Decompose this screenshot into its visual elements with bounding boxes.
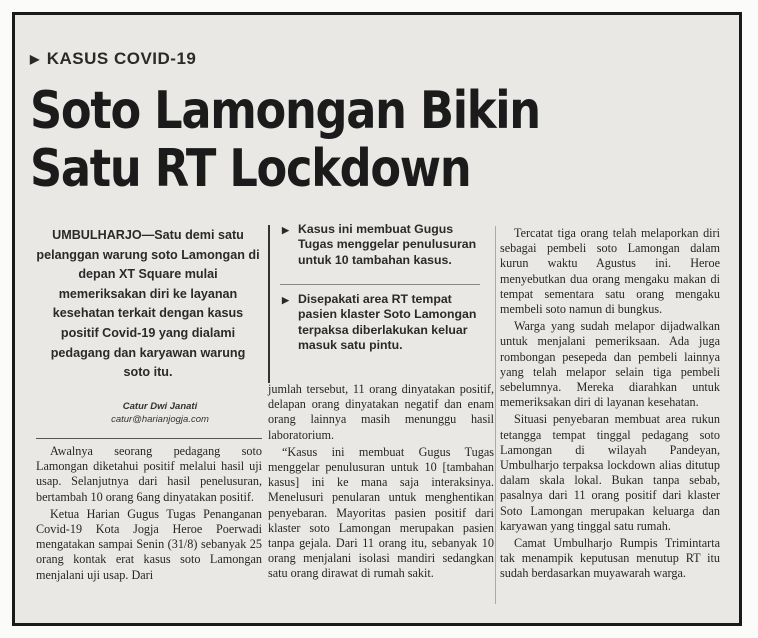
- column-divider: [495, 226, 496, 604]
- pull-quote-1-text: Kasus ini membuat Gugus Tugas menggelar penulusuran untuk 10 tambahan kasus.: [298, 222, 477, 267]
- byline-divider: [36, 438, 262, 439]
- pull-quote-1: [268, 222, 490, 268]
- column-3-paragraph-1: Tercatat tiga orang telah melaporkan diri sebagai pembeli soto Lamongan dalam kurun waktu Agustus ini. Heroe menyebutkan dua orang mengaku makan di tempat sementara satu orang mengaku membeli soto namun di bungkus.: [500, 226, 720, 317]
- headline-line-1: Soto Lamongan Bikin: [30, 81, 540, 141]
- lead-paragraph: [36, 226, 260, 383]
- pull-quote-2-text: Disepakati area RT tempat pasien klaster Soto Lamongan terpaksa diberlakukan keluar masuk satu pintu.: [298, 292, 477, 353]
- pull-quote-2: [268, 292, 490, 354]
- lead-text: —Satu demi satu pelanggan warung soto Lamongan di depan XT Square mulai memeriksakan diri ke layanan kesehatan terkait dengan kasus positif Covid-19 yang dialami pedagang dan karyawan warung soto itu.: [36, 228, 260, 380]
- triangle-bullet-icon: ▶: [282, 295, 289, 305]
- article-column-1: [36, 444, 262, 585]
- column-3-paragraph-4: Camat Umbulharjo Rumpis Trimintarta tak menampik keputusan menutup RT itu sudah berdasarkan muyawarah warga.: [500, 536, 720, 581]
- article-column-3: [500, 226, 720, 584]
- column-1-paragraph-1: Awalnya seorang pedagang soto Lamongan diketahui positif melalui hasil uji usap. Selanjutnya dari hasil penelusuran, bertambah 10 orang 6ang dinyatakan positif.: [36, 444, 262, 504]
- kicker-text: KASUS COVID-19: [46, 49, 197, 68]
- triangle-bullet-icon: ▶: [282, 225, 289, 235]
- column-2-paragraph-1: jumlah tersebut, 11 orang dinyatakan positif, delapan orang dinyatakan negatif dan enam orang lainnya masih menunggu hasil laboratorium.: [268, 382, 494, 442]
- dateline: UMBULHARJO: [52, 228, 142, 242]
- byline-email: catur@harianjogja.com: [111, 414, 209, 425]
- column-3-paragraph-3: Situasi penyebaran membuat area rukun tetangga tempat tinggal pedagang soto Lamongan di wilayah Pandeyan, Umbulharjo terpaksa lockdown alias ditutup dalam skala lokal. Bukan tanpa sebab, pasalnya dari 11 orang positif dari klaster Soto Lamongan merupakan keluarga dan karyawan yang tinggal satu rumah.: [500, 412, 720, 533]
- byline: [60, 400, 260, 426]
- headline: [30, 82, 623, 198]
- column-3-paragraph-2: Warga yang sudah melapor dijadwalkan untuk menjalani pemeriksaan. Ada juga rombongan pesepeda dan pembeli lainnya yang telah melapor selain tiga pembeli sebelumnya. Mereka diarahkan untuk memeriksakan diri di layanan kesehatan.: [500, 319, 720, 410]
- byline-author: Catur Dwi Janati: [122, 401, 198, 412]
- headline-line-2: Satu RT Lockdown: [30, 139, 471, 199]
- triangle-bullet-icon: ▶: [30, 52, 40, 66]
- pull-quote-divider: [280, 284, 480, 285]
- column-1-paragraph-2: Ketua Harian Gugus Tugas Penanganan Covid-19 Kota Jogja Heroe Poerwadi mengatakan sampai Senin (31/8) sebanyak 25 orang kontak erat kasus soto Lamongan menjalani uji usap. Dari: [36, 506, 262, 582]
- column-2-paragraph-2: “Kasus ini membuat Gugus Tugas menggelar penulusuran untuk 10 [tambahan kasus] ini ke mana saja interaksinya. Menelusuri penularan untuk menghentikan penyebaran. Mayoritas pasien positif dari klaster soto Lamongan merupakan pasien tanpa gejala. Dari 11 orang itu, sebanyak 10 orang menjalani isolasi mandiri sedangkan satu orang dirawat di rumah sakit.: [268, 444, 494, 581]
- article-column-2: [268, 382, 494, 584]
- kicker: [30, 49, 196, 69]
